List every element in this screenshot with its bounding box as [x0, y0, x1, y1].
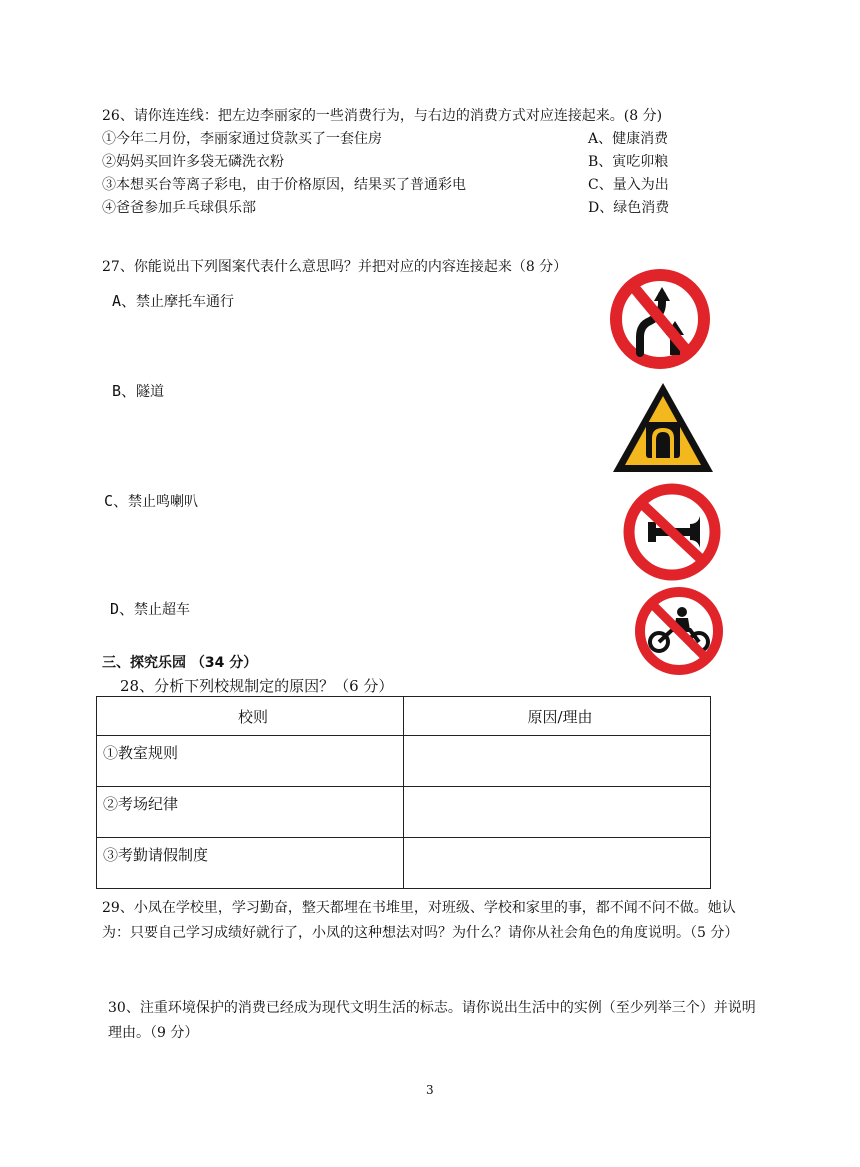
q28-table [96, 696, 711, 889]
table-row [97, 838, 711, 889]
page-number: 3 [426, 1083, 434, 1097]
q29-text: 29、小凤在学校里，学习勤奋，整天都埋在书堆里，对班级、学校和家里的事，都不闻不问不做。她认为：只要自己学习成绩好就行了，小凤的这种想法对吗？为什么？请你从社会角色的角度说明。（5 分） [102, 900, 739, 941]
no-horn-sign-icon [620, 480, 724, 584]
table-header-rule: 校则 [97, 697, 404, 736]
no-overtaking-sign-icon [606, 265, 714, 373]
q27-item-c [104, 490, 198, 511]
q26-right-item-a: A、健康消费 [588, 131, 669, 147]
q26-left-item-1: ①今年二月份，李丽家通过贷款买了一套住房 [102, 131, 382, 147]
table-header-row [97, 697, 711, 736]
table-cell-reason [404, 736, 711, 787]
q27-item-d [110, 598, 190, 619]
table-cell-rule: ①教室规则 [97, 736, 404, 787]
tunnel-warning-sign-icon [610, 380, 716, 476]
q26-title: 26、请你连连线：把左边李丽家的一些消费行为，与右边的消费方式对应连接起来。(8 分) [102, 108, 663, 124]
q26-right-item-b: B、寅吃卯粮 [588, 154, 669, 170]
q26-left-item-4: ④爸爸参加乒乓球俱乐部 [102, 200, 256, 216]
table-cell-rule: ②考场纪律 [97, 787, 404, 838]
q27-item-c-letter: C、 [104, 492, 129, 510]
table-cell-rule: ③考勤请假制度 [97, 838, 404, 889]
q27-title: 27、你能说出下列图案代表什么意思吗？并把对应的内容连接起来（8 分） [102, 259, 568, 275]
table-row [97, 736, 711, 787]
q27-item-a-text: 禁止摩托车通行 [136, 294, 235, 310]
no-motorcycle-sign-icon [632, 584, 726, 678]
q30-text: 30、注重环境保护的消费已经成为现代文明生活的标志。请你说出生活中的实例（至少列举三个）并说明理由。（9 分） [108, 1000, 756, 1041]
table-row [97, 787, 711, 838]
table-cell-reason [404, 787, 711, 838]
q27-item-d-text: 禁止超车 [134, 602, 191, 618]
q27-item-a [112, 290, 234, 311]
q27-item-b-text: 隧道 [136, 384, 165, 400]
table-header-reason: 原因/理由 [404, 697, 711, 736]
table-cell-reason [404, 838, 711, 889]
q27-item-b-letter: B、 [112, 382, 137, 400]
q27-item-a-letter: A、 [112, 292, 137, 310]
q27-item-c-text: 禁止鸣喇叭 [128, 494, 199, 510]
q26-right-item-d: D、绿色消费 [588, 200, 670, 216]
q27-item-b [112, 380, 164, 401]
q27-item-d-letter: D、 [110, 600, 135, 618]
section-3-title: 三、探究乐园 （34 分） [102, 655, 258, 671]
q26-left-item-2: ②妈妈买回许多袋无磷洗衣粉 [102, 154, 284, 170]
q28-title: 28、分析下列校规制定的原因？（6 分） [120, 677, 394, 695]
q26-left-item-3: ③本想买台等离子彩电，由于价格原因，结果买了普通彩电 [102, 177, 466, 193]
q26-right-item-c: C、量入为出 [588, 177, 669, 193]
